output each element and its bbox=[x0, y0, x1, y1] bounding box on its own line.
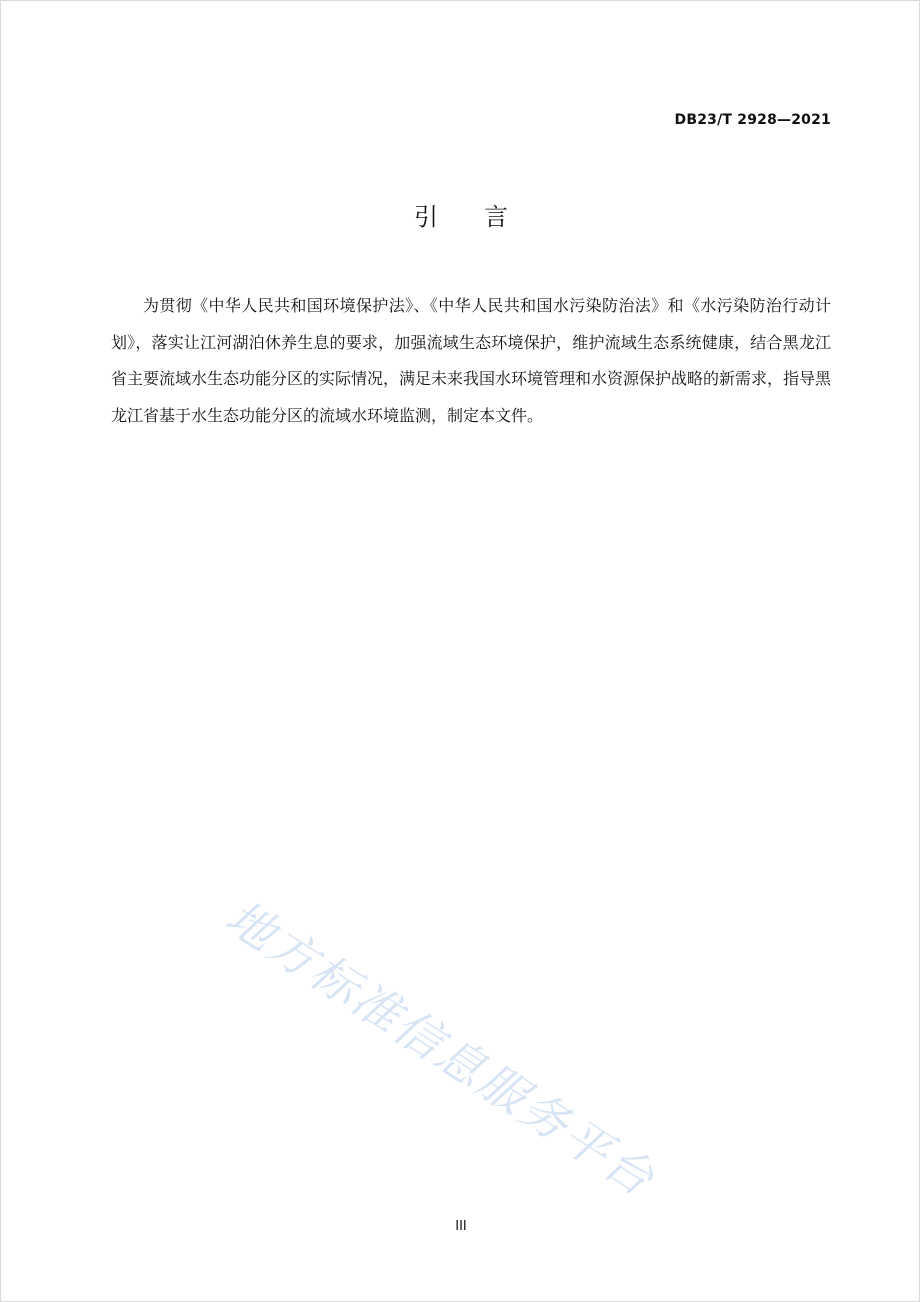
introduction-paragraph: 为贯彻《中华人民共和国环境保护法》、《中华人民共和国水污染防治法》和《水污染防治行动计划》，落实让江河湖泊休养生息的要求，加强流域生态环境保护，维护流域生态系统健康，结合黑龙江省主要流域水生态功能分区的实际情况，满足未来我国水环境管理和水资源保护战略的新需求，指导黑龙江省基于水生态功能分区的流域水环境监测，制定本文件。 bbox=[111, 296, 832, 425]
document-code: DB23/T 2928—2021 bbox=[674, 112, 831, 128]
watermark-text: 地方标准信息服务平台 bbox=[215, 889, 666, 1209]
page-number: III bbox=[455, 1219, 467, 1234]
section-title: 引言 bbox=[414, 203, 554, 231]
